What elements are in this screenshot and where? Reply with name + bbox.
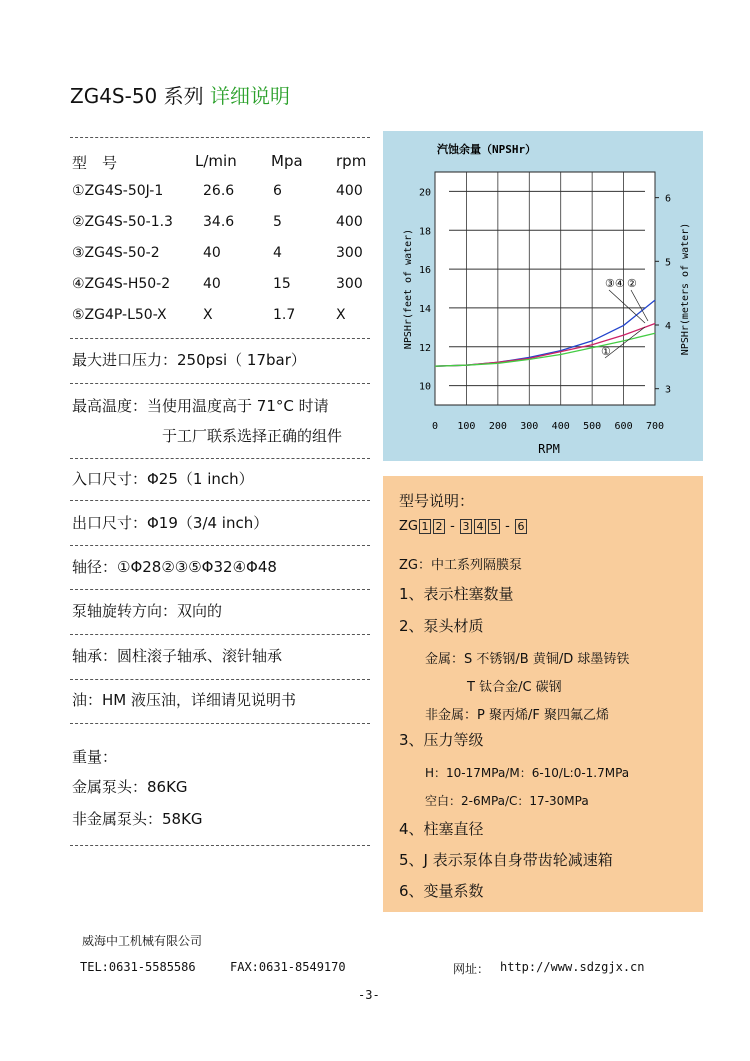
shaft-diameter: 轴径：①Φ28②③⑤Φ32④Φ48 [72,558,277,576]
telephone: TEL:0631-5585586 [80,960,196,974]
title-detail: 详细说明 [210,84,291,108]
divider [70,634,370,635]
spec-header-pressure: Mpa [271,152,303,170]
y2-tick-label: 6 [665,193,672,205]
spec-header-flow: L/min [195,152,237,170]
x-tick-label: 700 [645,421,665,432]
spec-header-model: 型 号 [72,154,118,172]
code-separator: - [505,519,510,534]
x-tick-label: 400 [551,421,570,432]
zg-description: ZG：中工系列隔膜泵 [399,558,522,573]
weight-metal: 金属泵头：86KG [72,778,188,796]
code-box: 2 [433,519,445,534]
x-tick-label: 600 [614,421,633,432]
nonmetal-materials: 非金属：P 聚丙烯/F 聚四氟乙烯 [425,708,609,723]
divider [70,137,370,138]
spec-pressure: 4 [273,245,282,261]
metal-materials: 金属：S 不锈钢/B 黄铜/D 球墨铸铁 [425,652,630,667]
shaft-rotation: 泵轴旋转方向：双向的 [72,602,223,620]
x-tick-label: 100 [457,421,476,432]
item-4: 4、柱塞直径 [399,820,484,838]
item-1: 1、表示柱塞数量 [399,585,514,603]
curve-label: ② [627,277,637,290]
code-box: 1 [419,519,431,534]
metal-materials-cont: T 钛合金/C 碳钢 [467,680,562,695]
y-tick-label: 20 [418,187,431,199]
website-url[interactable]: http://www.sdzgjx.cn [500,960,645,974]
spec-flow: X [203,307,213,323]
oil: 油：HM 液压油，详细请见说明书 [72,691,296,709]
spec-flow: 34.6 [203,214,235,230]
page-title [70,80,290,109]
item-6: 6、变量系数 [399,882,484,900]
page-number: -3- [358,988,380,1002]
divider [70,383,370,384]
spec-pressure: 5 [273,214,282,230]
divider [70,679,370,680]
spec-pressure: 6 [273,183,282,199]
item-5: 5、J 表示泵体自身带齿轮减速箱 [399,851,613,869]
spec-flow: 26.6 [203,183,235,199]
spec-model: ④ZG4S-H50-2 [72,276,171,292]
website-label: 网址： [453,962,490,976]
y-tick-label: 10 [418,381,431,393]
inlet-size: 入口尺寸：Φ25（1 inch） [72,470,254,488]
weight-title: 重量： [72,748,118,766]
x-tick-label: 500 [583,421,602,432]
y-tick-label: 18 [418,226,431,238]
curve-label: ① [601,345,611,358]
spec-flow: 40 [203,276,221,292]
npsh-chart-panel [383,131,703,461]
code-box: 5 [488,519,500,534]
y2-tick-label: 5 [665,257,672,269]
chart-title: 汽蚀余量（NPSHr） [437,143,537,156]
y2-tick-label: 3 [665,384,672,396]
spec-rpm: 400 [336,214,363,230]
spec-pressure: 15 [273,276,291,292]
item-3: 3、压力等级 [399,731,484,749]
y-tick-label: 16 [418,265,431,277]
model-desc-title: 型号说明： [399,492,475,510]
bearing: 轴承：圆柱滚子轴承、滚针轴承 [72,647,283,665]
weight-nonmetal: 非金属泵头：58KG [72,810,203,828]
spec-rpm: 300 [336,276,363,292]
code-box: 4 [474,519,486,534]
x-tick-label: 0 [431,421,439,432]
code-prefix: ZG [399,519,418,534]
y2-axis-label: NPSHr(meters of water) [680,222,691,356]
spec-model: ⑤ZG4P-L50-X [72,307,167,323]
divider [70,500,370,501]
spec-rpm: X [336,307,346,323]
npsh-chart [383,131,703,461]
title-series: 系列 [163,84,204,108]
pressure-grade-1: H：10-17MPa/M：6-10/L:0-1.7MPa [425,766,630,780]
divider [70,723,370,724]
divider [70,338,370,339]
code-box: 3 [460,519,472,534]
pressure-grade-2: 空白：2-6MPa/C：17-30MPa [425,794,589,808]
outlet-size: 出口尺寸：Φ19（3/4 inch） [72,514,269,532]
max-temperature: 最高温度：当使用温度高于 71°C 时请 [72,397,329,415]
title-model: ZG4S-50 [70,84,158,108]
spec-rpm: 400 [336,183,363,199]
y-axis-label: NPSHr(feet of water) [403,228,414,350]
company-name: 威海中工机械有限公司 [82,934,203,948]
item-2: 2、泵头材质 [399,617,484,635]
x-tick-label: 300 [520,421,539,432]
code-separator: - [450,519,455,534]
divider [70,845,370,846]
code-box: 6 [515,519,527,534]
divider [70,545,370,546]
spec-rpm: 300 [336,245,363,261]
fax: FAX:0631-8549170 [230,960,346,974]
max-temperature-cont: 于工厂联系选择正确的组件 [162,427,343,445]
y-tick-label: 14 [418,303,431,315]
spec-pressure: 1.7 [273,307,296,323]
inlet-pressure: 最大进口压力：250psi（ 17bar） [72,351,306,369]
y-tick-label: 12 [418,342,431,354]
spec-flow: 40 [203,245,221,261]
x-axis-label: RPM [538,442,560,456]
spec-model: ③ZG4S-50-2 [72,245,160,261]
curve-label: ③④ [605,277,625,290]
x-tick-label: 200 [488,421,507,432]
model-code [399,519,528,534]
spec-model: ②ZG4S-50-1.3 [72,214,173,230]
divider [70,458,370,459]
divider [70,589,370,590]
model-description-panel [383,476,703,912]
y2-tick-label: 4 [665,321,672,333]
spec-header-rpm: rpm [336,152,367,170]
spec-model: ①ZG4S-50J-1 [72,183,164,199]
